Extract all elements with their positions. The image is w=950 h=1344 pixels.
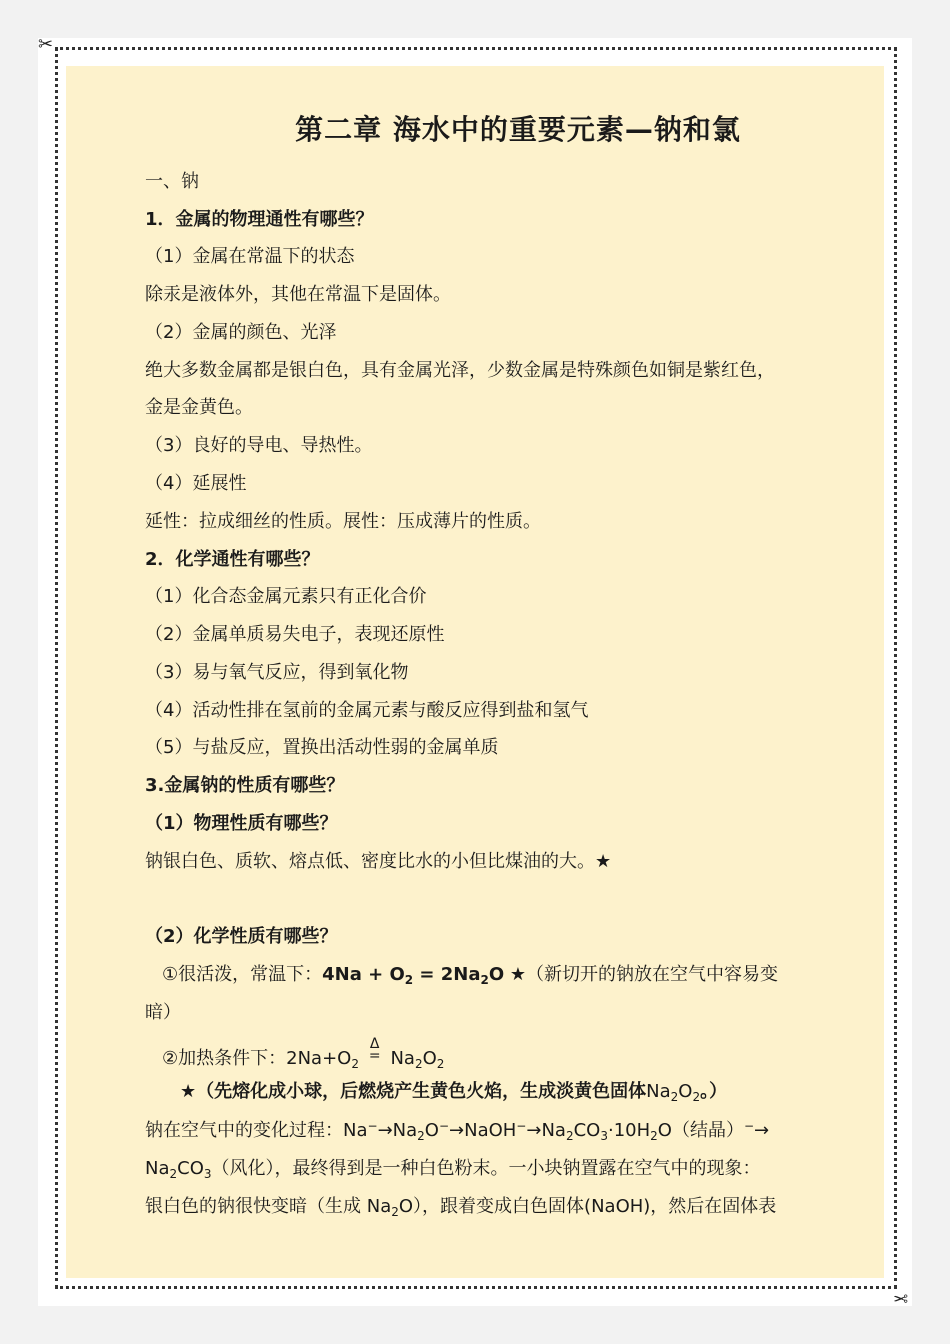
list-item: （3）易与氧气反应，得到氧化物: [145, 662, 409, 683]
scissors-icon: ✂: [893, 1287, 909, 1308]
subheading: （2）金属的颜色、光泽: [145, 322, 337, 343]
question-heading: 2．化学通性有哪些？: [145, 549, 320, 570]
section-heading: 一、钠: [145, 171, 199, 192]
paragraph: 钠银白色、质软、熔点低、密度比水的小但比煤油的大。★: [145, 851, 612, 872]
chapter-title: 第二章 海水中的重要元素—钠和氯: [295, 113, 741, 146]
subheading: （4）延展性: [145, 473, 247, 494]
paragraph: 延性：拉成细丝的性质。展性：压成薄片的性质。: [145, 511, 541, 532]
paragraph: 暗）: [145, 1002, 181, 1023]
paragraph: $Na_2CO_3$（风化），最终得到是一种白色粉末。一小块钠置露在空气中的现象：: [145, 1158, 761, 1181]
scissors-icon: ✂: [38, 34, 54, 55]
question-heading: 1．金属的物理通性有哪些？: [145, 209, 374, 230]
list-item: （5）与盐反应，置换出活动性弱的金属单质: [145, 737, 499, 758]
subheading: （1）金属在常温下的状态: [145, 246, 355, 267]
paragraph: 银白色的钠很快变暗（生成 $Na_2O$），跟着变成白色固体(NaOH)，然后在固体表: [145, 1196, 777, 1219]
subheading: （3）良好的导电、导热性。: [145, 435, 373, 456]
equation: $4Na + O_2 = 2Na_2O$: [322, 964, 505, 987]
question-heading: 3.金属钠的性质有哪些？: [145, 775, 345, 796]
paragraph: 钠在空气中的变化过程：$Na^-\to Na_2O^-\to NaOH^-\to Na_2CO_3\cdot 10H_2O$（结晶）−→: [145, 1119, 770, 1143]
paragraph: 金是金黄色。: [145, 397, 253, 418]
paragraph: 除汞是液体外，其他在常温下是固体。: [145, 284, 451, 305]
equation: $2Na+O_2$ Δ = $Na_2O_2$: [286, 1036, 445, 1071]
list-item: （1）化合态金属元素只有正化合价: [145, 586, 427, 607]
list-item: （4）活动性排在氢前的金属元素与酸反应得到盐和氢气: [145, 700, 589, 721]
note-line: ★（先熔化成小球，后燃烧产生黄色火焰，生成淡黄色固体$Na_2O_2$。）: [180, 1081, 728, 1104]
heat-condition: Δ =: [368, 1036, 381, 1064]
reaction-line: ①很活泼，常温下：$4Na + O_2 = 2Na_2O$ ★（新切开的钠放在空气中容易变: [162, 964, 779, 987]
subheading: （1）物理性质有哪些？: [145, 813, 338, 834]
reaction-line: ②加热条件下：$2Na+O_2$ Δ = $Na_2O_2$: [162, 1036, 445, 1071]
subheading: （2）化学性质有哪些？: [145, 926, 338, 947]
list-item: （2）金属单质易失电子，表现还原性: [145, 624, 445, 645]
paragraph: 绝大多数金属都是银白色，具有金属光泽，少数金属是特殊颜色如铜是紫红色，: [145, 360, 775, 381]
